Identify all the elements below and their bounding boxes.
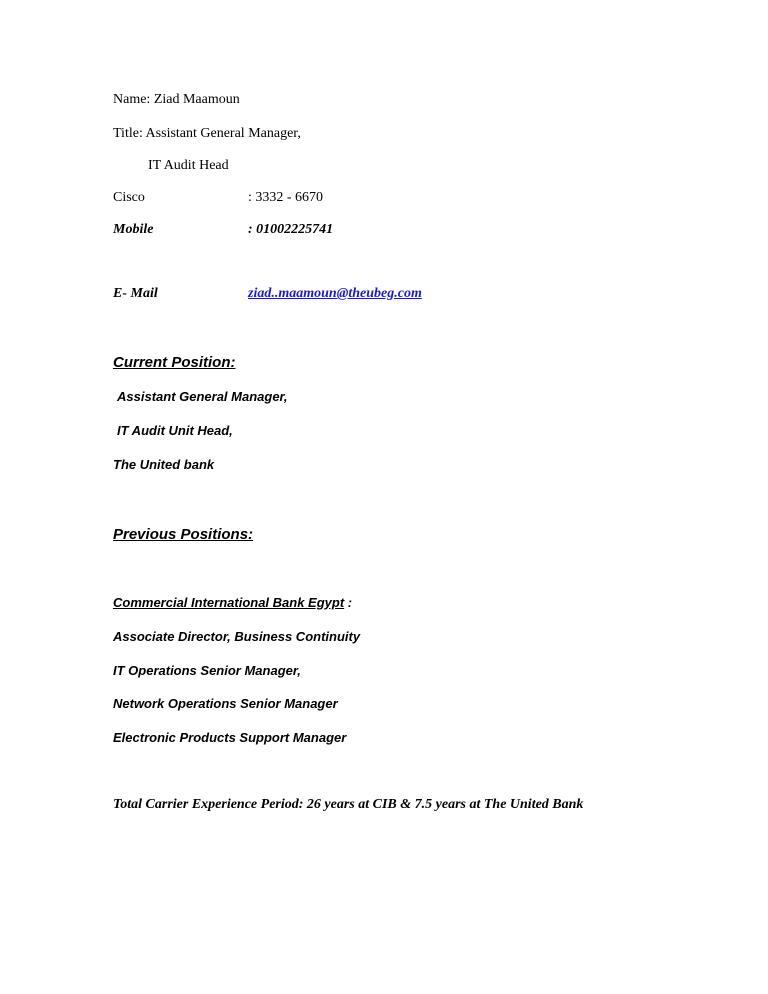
employer-name: Commercial International Bank Egypt bbox=[113, 595, 345, 610]
employer-suffix: : bbox=[344, 595, 353, 610]
current-position-line: IT Audit Unit Head, bbox=[117, 423, 233, 438]
cisco-label: Cisco bbox=[113, 190, 145, 205]
previous-positions-heading: Previous Positions: bbox=[113, 526, 254, 543]
current-position-line: The United bank bbox=[113, 457, 215, 472]
previous-role: IT Operations Senior Manager, bbox=[113, 663, 301, 678]
title-line-2: IT Audit Head bbox=[148, 158, 229, 173]
previous-role: Electronic Products Support Manager bbox=[113, 730, 347, 745]
previous-role: Associate Director, Business Continuity bbox=[113, 629, 361, 644]
mobile-label: Mobile bbox=[113, 222, 154, 237]
cisco-value: : 3332 - 6670 bbox=[248, 190, 324, 205]
previous-role: Network Operations Senior Manager bbox=[113, 696, 338, 711]
mobile-value: : 01002225741 bbox=[248, 222, 334, 237]
email-link[interactable]: ziad..maamoun@theubeg.com bbox=[248, 286, 422, 301]
name-line: Name: Ziad Maamoun bbox=[113, 92, 240, 107]
current-position-line: Assistant General Manager, bbox=[117, 389, 288, 404]
current-position-heading: Current Position: bbox=[113, 354, 236, 371]
title-line: Title: Assistant General Manager, bbox=[113, 126, 301, 141]
previous-employer bbox=[113, 595, 352, 610]
experience-summary: Total Carrier Experience Period: 26 years at CIB & 7.5 years at The United Bank bbox=[113, 797, 584, 812]
email-label: E- Mail bbox=[113, 286, 158, 301]
